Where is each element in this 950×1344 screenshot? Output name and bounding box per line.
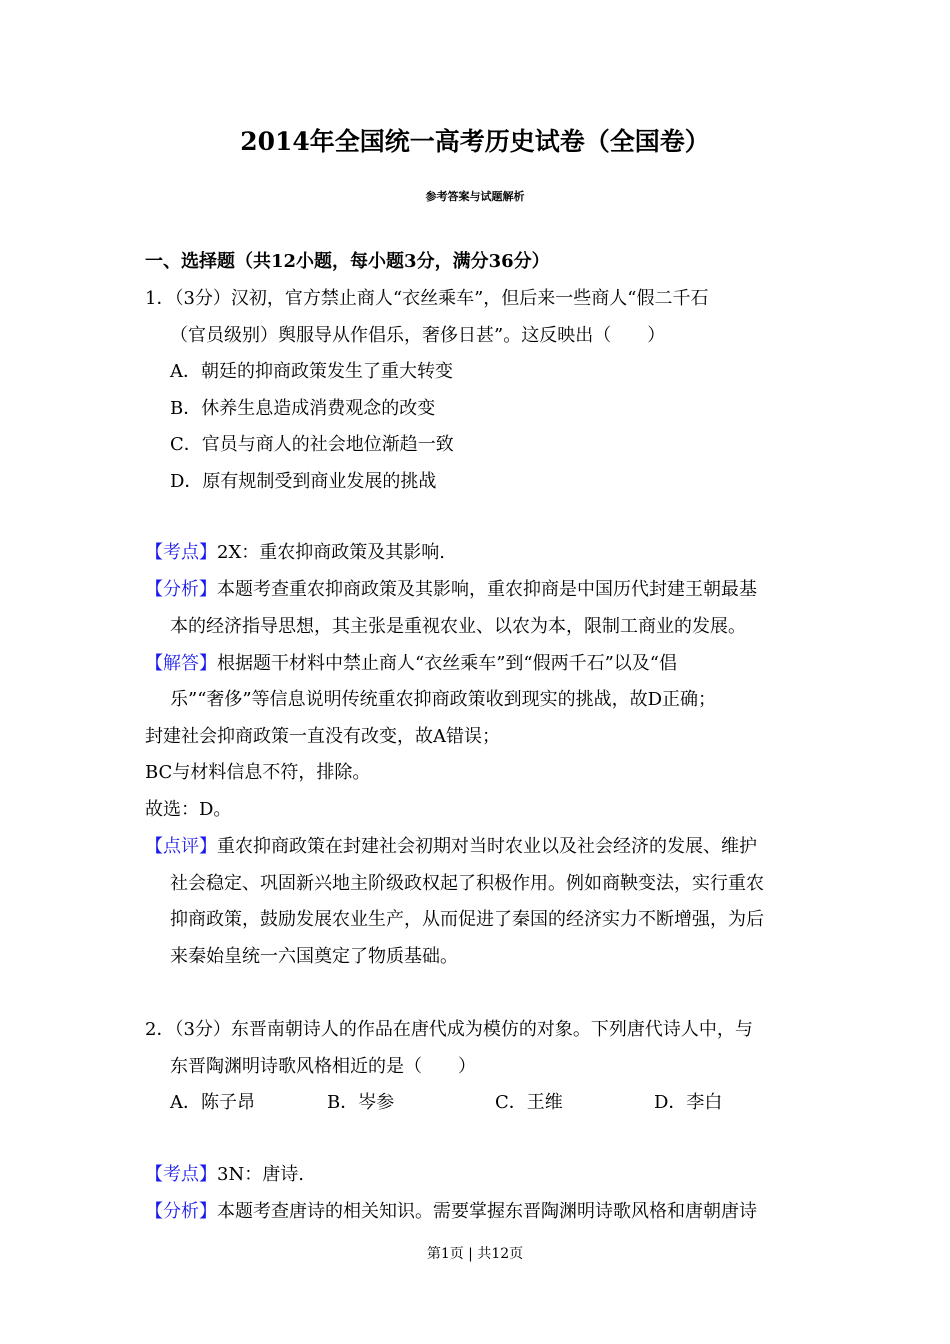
fenxi-line-1: 本题考查重农抑商政策及其影响，重农抑商是中国历代封建王朝最基 bbox=[217, 579, 757, 600]
page-footer: 第1页 | 共12页 bbox=[426, 1246, 524, 1262]
question-1-option-d: D．原有规制受到商业发展的挑战 bbox=[170, 471, 437, 492]
question-2-fenxi bbox=[145, 1200, 757, 1224]
page-subtitle: 参考答案与试题解析 bbox=[425, 190, 525, 203]
question-2-option-c: C．王维 bbox=[495, 1092, 563, 1113]
fenxi-line-1: 本题考查唐诗的相关知识。需要掌握东晋陶渊明诗歌风格和唐朝唐诗 bbox=[217, 1201, 757, 1222]
question-1-fenxi-line-2: 本的经济指导思想，其主张是重视农业、以农为本，限制工商业的发展。 bbox=[170, 616, 746, 637]
section-heading: 一、选择题（共12小题，每小题3分，满分36分） bbox=[145, 251, 550, 272]
question-1-dianping-line-3: 抑商政策，鼓励发展农业生产，从而促进了秦国的经济实力不断增强，为后 bbox=[170, 909, 764, 930]
question-2-option-a: A．陈子昂 bbox=[170, 1092, 255, 1113]
question-1-option-b: B．休养生息造成消费观念的改变 bbox=[170, 398, 436, 419]
dianping-tag: 【点评】 bbox=[145, 836, 217, 857]
kaodian-tag: 【考点】 bbox=[145, 542, 217, 563]
page-title: 2014年全国统一高考历史试卷（全国卷） bbox=[240, 127, 710, 156]
dianping-line-1: 重农抑商政策在封建社会初期对当时农业以及社会经济的发展、维护 bbox=[217, 836, 757, 857]
question-1-jieda bbox=[145, 652, 677, 676]
question-1-option-c: C．官员与商人的社会地位渐趋一致 bbox=[170, 434, 454, 455]
question-1-jieda-line-4: BC与材料信息不符，排除。 bbox=[145, 762, 371, 783]
question-1-dianping bbox=[145, 835, 757, 859]
fenxi-tag: 【分析】 bbox=[145, 1201, 217, 1222]
question-1-jieda-line-5: 故选：D。 bbox=[145, 799, 232, 820]
question-2-option-d: D．李白 bbox=[654, 1092, 723, 1113]
question-2-option-b: B．岑参 bbox=[327, 1092, 395, 1113]
jieda-line-1: 根据题干材料中禁止商人“衣丝乘车”到“假两千石”以及“倡 bbox=[217, 653, 678, 674]
question-1-stem-line-1: 1．（3分）汉初，官方禁止商人“衣丝乘车”，但后来一些商人“假二千石 bbox=[145, 288, 709, 309]
question-1-jieda-line-2: 乐”“奢侈”等信息说明传统重农抑商政策收到现实的挑战，故D正确； bbox=[170, 689, 717, 710]
question-1-option-a: A．朝廷的抑商政策发生了重大转变 bbox=[170, 361, 453, 382]
question-2-stem-line-1: 2．（3分）东晋南朝诗人的作品在唐代成为模仿的对象。下列唐代诗人中，与 bbox=[145, 1019, 753, 1040]
question-2-stem-line-2: 东晋陶渊明诗歌风格相近的是（ ） bbox=[170, 1056, 476, 1077]
jieda-tag: 【解答】 bbox=[145, 653, 217, 674]
question-1-dianping-line-2: 社会稳定、巩固新兴地主阶级政权起了积极作用。例如商鞅变法，实行重农 bbox=[170, 873, 764, 894]
question-1-fenxi bbox=[145, 578, 757, 602]
fenxi-tag: 【分析】 bbox=[145, 579, 217, 600]
kaodian-text: 2X：重农抑商政策及其影响. bbox=[217, 542, 445, 563]
question-1-kaodian bbox=[145, 541, 445, 565]
question-1-jieda-line-3: 封建社会抑商政策一直没有改变，故A错误； bbox=[145, 726, 500, 747]
question-1-dianping-line-4: 来秦始皇统一六国奠定了物质基础。 bbox=[170, 946, 458, 967]
question-2-options bbox=[170, 1091, 770, 1115]
question-2-kaodian bbox=[145, 1163, 304, 1187]
kaodian-text: 3N：唐诗. bbox=[217, 1164, 304, 1185]
kaodian-tag: 【考点】 bbox=[145, 1164, 217, 1185]
question-1-stem-line-2: （官员级别）舆服导从作倡乐，奢侈日甚”。这反映出（ ） bbox=[170, 325, 666, 346]
